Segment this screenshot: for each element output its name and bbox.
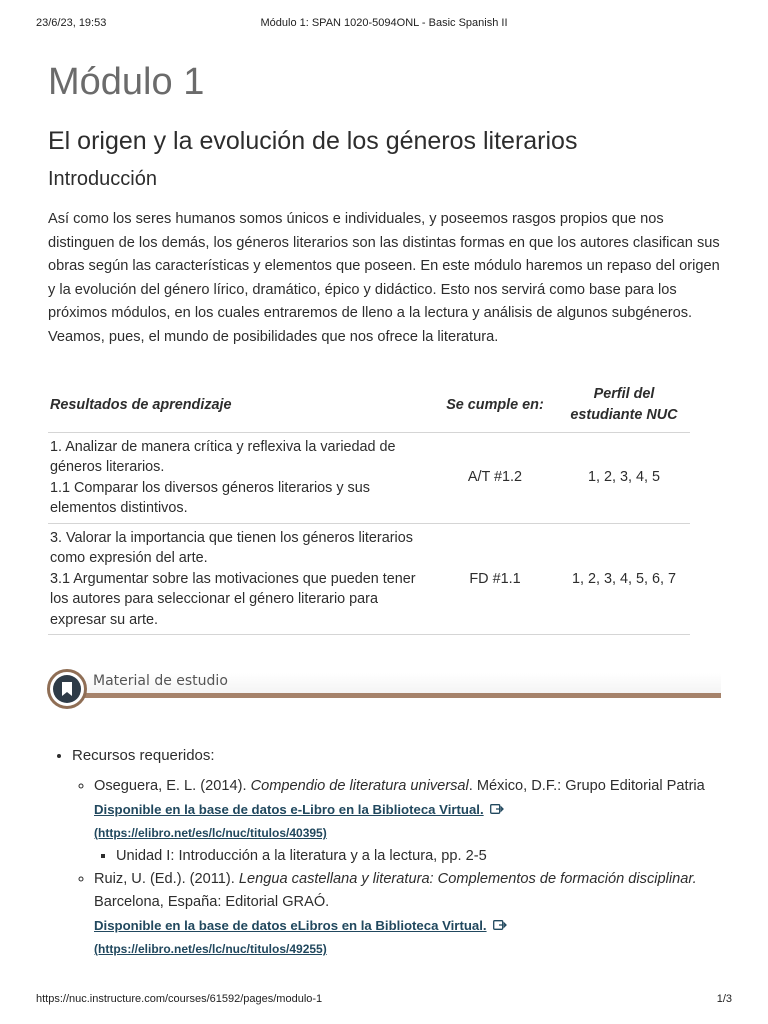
- print-header: [36, 17, 732, 31]
- citation-title: Compendio de literatura universal: [250, 778, 469, 795]
- page-content: [48, 56, 720, 961]
- resource-subitem: ▪ Unidad I: Introducción a la literatura y a la lectura, pp. 2-5: [116, 845, 720, 868]
- intro-paragraph: Así como los seres humanos somos únicos e individuales, y poseemos rasgos propios que nos distinguen de los demás, los géneros literarios son las distintas formas en que los autores clasifican sus obras según las características y elementos que poseen. En este módulo haremos un repaso del origen y la evolución del género lírico, dramático, épico y didáctico. Esto nos servirá como base para los próximos módulos, en los cuales entraremos de lleno a la lectura y análisis de algunos subgéneros. Veamos, pues, el mundo de posibilidades que nos ofrece la literatura.: [48, 211, 720, 345]
- banner-accent-bar: [71, 693, 721, 698]
- section-title: El origen y la evolución de los géneros literarios: [48, 127, 578, 155]
- header-se-cumple: Se cumple en:: [432, 384, 558, 433]
- outcome-line: 3. Valorar la importancia que tienen los géneros literarios como expresión del arte.: [50, 529, 413, 567]
- resource-link[interactable]: Disponible en la base de datos e-Libro en la Biblioteca Virtual.: [94, 802, 484, 818]
- resource-url[interactable]: (https://elibro.net/es/lc/nuc/titulos/40395): [94, 826, 327, 841]
- subsection-title: Introducción: [48, 168, 157, 190]
- perfil-cell: 1, 2, 3, 4, 5: [558, 432, 690, 523]
- table-row: [48, 432, 690, 523]
- list-item: [72, 745, 720, 961]
- learning-outcomes-table: [48, 384, 690, 636]
- resource-link[interactable]: Disponible en la base de datos eLibros en la Biblioteca Virtual.: [94, 918, 487, 934]
- resource-item: [94, 775, 720, 868]
- se-cumple-cell: A/T #1.2: [432, 432, 558, 523]
- citation-suffix: Barcelona, España: Editorial GRAÓ.: [94, 894, 330, 911]
- external-link-icon[interactable]: [493, 919, 507, 931]
- citation-prefix: Oseguera, E. L. (2014).: [94, 778, 251, 795]
- material-de-estudio-banner: [47, 667, 721, 715]
- print-page-number: 1/3: [716, 993, 732, 1005]
- outcome-line: 1.1 Comparar los diversos géneros literarios y sus elementos distintivos.: [50, 479, 370, 517]
- print-page-title: Módulo 1: SPAN 1020-5094ONL - Basic Spanish II: [260, 17, 508, 29]
- module-title: Módulo 1: [48, 61, 205, 103]
- resources-list: [48, 745, 720, 961]
- print-footer: [36, 993, 732, 1007]
- header-resultados: Resultados de aprendizaje: [48, 384, 432, 433]
- citation-suffix: . México, D.F.: Grupo Editorial Patria: [468, 778, 705, 795]
- outcome-line: 1. Analizar de manera crítica y reflexiva la variedad de géneros literarios.: [50, 438, 396, 476]
- print-date: 23/6/23, 19:53: [36, 17, 107, 29]
- bookmark-icon: [62, 682, 72, 696]
- outcome-cell: [48, 432, 432, 523]
- table-header-row: [48, 384, 690, 433]
- external-link-icon[interactable]: [490, 803, 504, 815]
- resources-heading: Recursos requeridos:: [72, 747, 215, 765]
- citation-title: Lengua castellana y literatura: Complementos de formación disciplinar.: [238, 871, 697, 888]
- outcome-line: 3.1 Argumentar sobre las motivaciones que pueden tener los autores para seleccionar el género literario para expresar su arte.: [50, 570, 416, 628]
- outcome-cell: [48, 523, 432, 635]
- table-row: [48, 523, 690, 635]
- print-url: https://nuc.instructure.com/courses/61592/pages/modulo-1: [36, 993, 323, 1005]
- resources-sublist: [72, 775, 720, 961]
- perfil-cell: 1, 2, 3, 4, 5, 6, 7: [558, 523, 690, 635]
- banner-label: Material de estudio: [93, 673, 228, 690]
- resource-subitems: [94, 845, 720, 868]
- citation-prefix: Ruiz, U. (Ed.). (2011).: [94, 871, 239, 888]
- resource-url[interactable]: (https://elibro.net/es/lc/nuc/titulos/49255): [94, 942, 327, 957]
- header-perfil: Perfil del estudiante NUC: [558, 384, 690, 433]
- resource-item: [94, 868, 720, 961]
- banner-icon-badge: [47, 669, 87, 709]
- se-cumple-cell: FD #1.1: [432, 523, 558, 635]
